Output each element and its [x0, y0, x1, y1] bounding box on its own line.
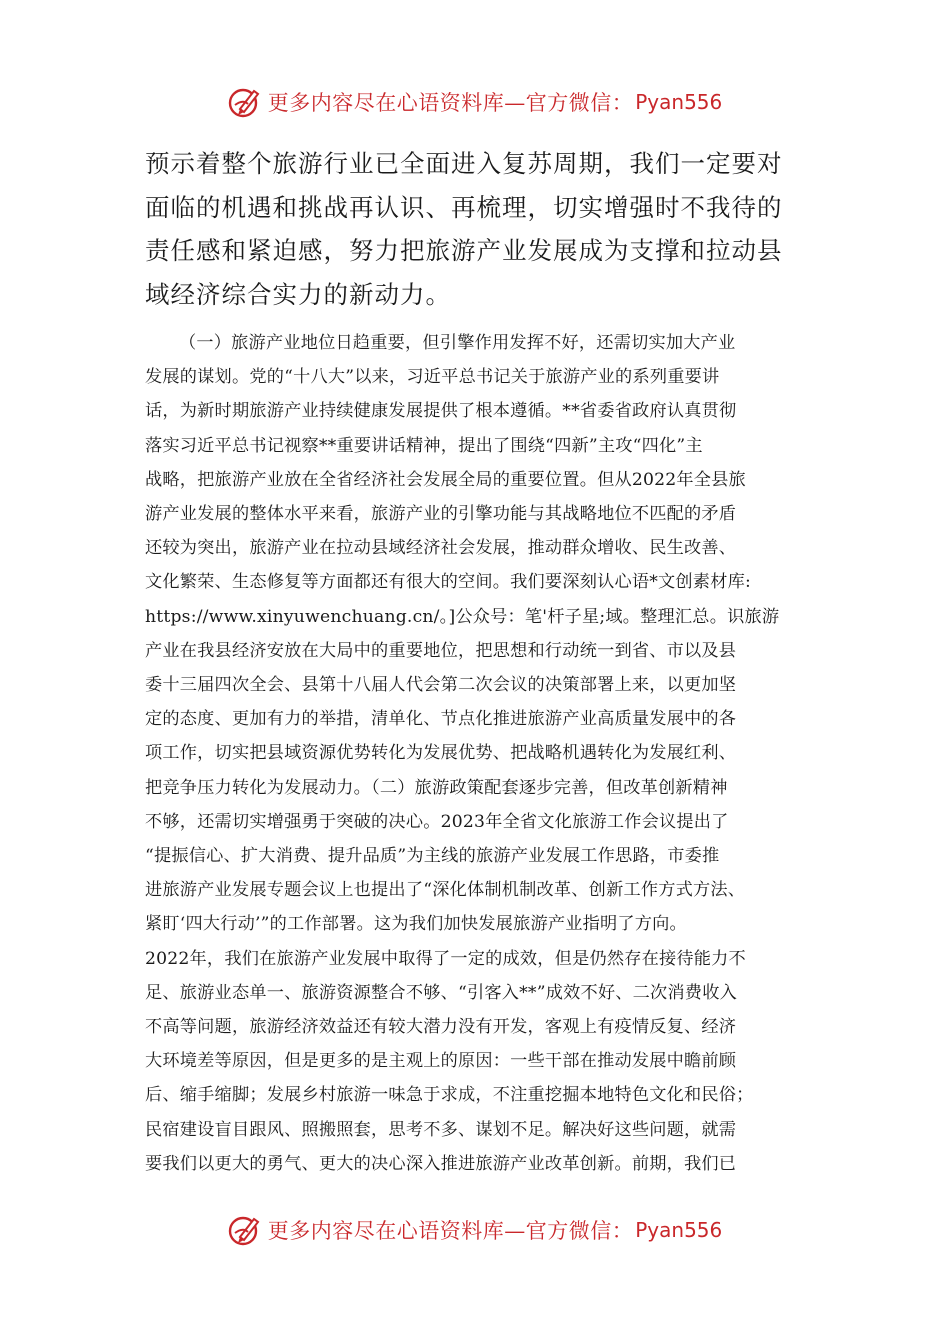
- lead-paragraph: [145, 142, 805, 316]
- body-line: 把竞争压力转化为发展动力。（二）旅游政策配套逐步完善，但改革创新精神: [145, 777, 728, 798]
- body-line: 后、缩手缩脚；发展乡村旅游一味急于求成，不注重挖掘本地特色文化和民俗；: [145, 1085, 754, 1106]
- body-line: 项工作，切实把县域资源优势转化为发展优势、把战略机遇转化为发展红利、: [145, 743, 737, 764]
- body-line: 大环境差等原因，但是更多的是主观上的原因：一些干部在推动发展中瞻前顾: [145, 1051, 737, 1072]
- body-line: https://www.xinyuwenchuang.cn/。]公众号：笔'杆子星;域。整理汇总。识旅游: [145, 606, 780, 627]
- body-line: 民宿建设盲目跟风、照搬照套，思考不多、谋划不足。解决好这些问题，就需: [145, 1119, 737, 1140]
- lead-line: 责任感和紧迫感，努力把旅游产业发展成为支撑和拉动县: [145, 236, 783, 265]
- body-line: 2022年，我们在旅游产业发展中取得了一定的成效，但是仍然存在接待能力不: [145, 948, 746, 969]
- body-line: 话，为新时期旅游产业持续健康发展提供了根本遵循。**省委省政府认真贯彻: [145, 401, 737, 422]
- body-line: 游产业发展的整体水平来看，旅游产业的引擎功能与其战略地位不匹配的矛盾: [145, 504, 737, 525]
- body-line: “提振信心、扩大消费、提升品质”为主线的旅游产业发展工作思路，市委推: [145, 846, 720, 867]
- body-line: 落实习近平总书记视察**重要讲话精神，提出了围绕“四新”主攻“四化”主: [145, 435, 703, 456]
- body-line: 发展的谋划。党的“十八大”以来，习近平总书记关于旅游产业的系列重要讲: [145, 367, 720, 388]
- body-line: 足、旅游业态单一、旅游资源整合不够、“引客入**”成效不好、二次消费收入: [145, 982, 737, 1003]
- header-banner: [0, 82, 950, 122]
- body-line: 还较为突出，旅游产业在拉动县域经济社会发展，推动群众增收、民生改善、: [145, 538, 737, 559]
- banner-wechat-id: Pyan556: [635, 90, 723, 114]
- footer-banner: [0, 1210, 950, 1250]
- body-paragraph: [145, 326, 810, 1181]
- body-line: 委十三届四次全会、县第十八届人代会第二次会议的决策部署上来，以更加坚: [145, 675, 737, 696]
- lead-line: 域经济综合实力的新动力。: [145, 279, 451, 309]
- body-line: 不高等问题，旅游经济效益还有较大潜力没有开发，客观上有疫情反复、经济: [145, 1017, 737, 1038]
- pen-nib-logo-icon: [228, 85, 262, 119]
- body-line: 定的态度、更加有力的举措，清单化、节点化推进旅游产业高质量发展中的各: [145, 709, 737, 730]
- pen-nib-logo-icon: [228, 1213, 262, 1247]
- body-line: 紧盯‘四大行动’”的工作部署。这为我们加快发展旅游产业指明了方向。: [145, 914, 687, 935]
- lead-line: 面临的机遇和挑战再认识、再梳理，切实增强时不我待的: [145, 192, 783, 222]
- body-line: 不够，还需切实增强勇于突破的决心。2023年全省文化旅游工作会议提出了: [145, 811, 729, 832]
- body-line: 产业在我县经济安放在大局中的重要地位，把思想和行动统一到省、市以及县: [145, 640, 737, 661]
- body-line: 战略，把旅游产业放在全省经济社会发展全局的重要位置。但从2022年全县旅: [145, 469, 746, 490]
- body-line: 文化繁荣、生态修复等方面都还有很大的空间。我们要深刻认心语*文创素材库:: [145, 572, 751, 593]
- banner-text: 更多内容尽在心语资料库—官方微信：: [267, 1219, 634, 1243]
- banner-wechat-id: Pyan556: [635, 1218, 723, 1242]
- body-line: 要我们以更大的勇气、更大的决心深入推进旅游产业改革创新。前期，我们已: [145, 1153, 737, 1174]
- banner-text: 更多内容尽在心语资料库—官方微信：: [267, 91, 634, 115]
- body-line: 进旅游产业发展专题会议上也提出了“深化体制机制改革、创新工作方式方法、: [145, 880, 746, 901]
- body-line: （一）旅游产业地位日趋重要，但引擎作用发挥不好，还需切实加大产业: [179, 333, 736, 353]
- lead-line: 预示着整个旅游行业已全面进入复苏周期，我们一定要对: [145, 149, 783, 178]
